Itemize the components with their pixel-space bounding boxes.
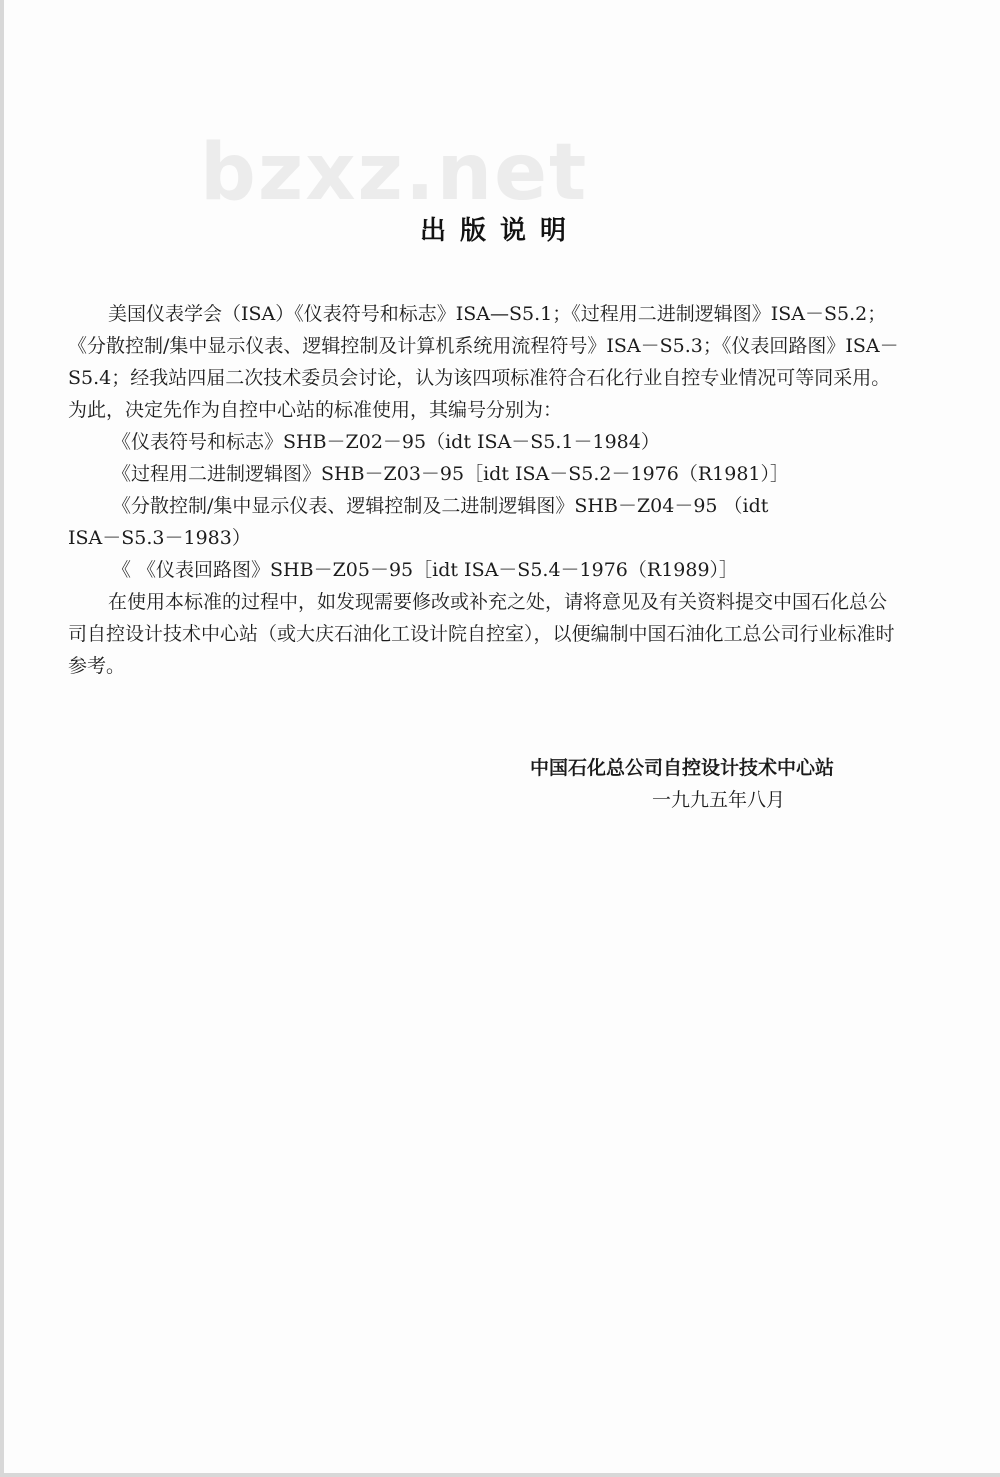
- watermark: bzxz.net: [200, 128, 589, 218]
- intro-paragraph: 美国仪表学会（ISA）《仪表符号和标志》ISA—S5.1；《过程用二进制逻辑图》ISA－S5.2；《分散控制/集中显示仪表、逻辑控制及计算机系统用流程符号》ISA－S5.3；《仪表回路图》ISA－S5.4；经我站四届二次技术委员会讨论，认为该四项标准符合石化行业自控专业情况可等同采用。为此，决定先作为自控中心站的标准使用，其编号分别为：: [68, 303, 899, 421]
- signature-org: 中国石化总公司自控设计技术中心站: [530, 757, 835, 779]
- body-text: [68, 298, 904, 682]
- reference-item-4: 《 《仪表回路图》SHB－Z05－95［idt ISA－S5.4－1976（R1989）］: [112, 559, 739, 581]
- reference-item-2: 《过程用二进制逻辑图》SHB－Z03－95［idt ISA－S5.2－1976（R1981）］: [112, 463, 790, 485]
- reference-item-3-line-1: 《分散控制/集中显示仪表、逻辑控制及二进制逻辑图》SHB－Z04－95 （idt: [112, 495, 769, 517]
- reference-item-1: 《仪表符号和标志》SHB－Z02－95（idt ISA－S5.1－1984）: [112, 431, 660, 453]
- reference-item-3-line-2: ISA－S5.3－1983）: [68, 527, 251, 549]
- page-edge-bottom: [0, 1473, 1000, 1477]
- signature-block: [530, 752, 834, 816]
- signature-date: 一九九五年八月: [652, 789, 786, 811]
- closing-paragraph: 在使用本标准的过程中，如发现需要修改或补充之处，请将意见及有关资料提交中国石化总公司自控设计技术中心站（或大庆石油化工设计院自控室），以便编制中国石油化工总公司行业标准时参考。: [68, 591, 895, 677]
- page-title: 出版说明: [419, 216, 580, 246]
